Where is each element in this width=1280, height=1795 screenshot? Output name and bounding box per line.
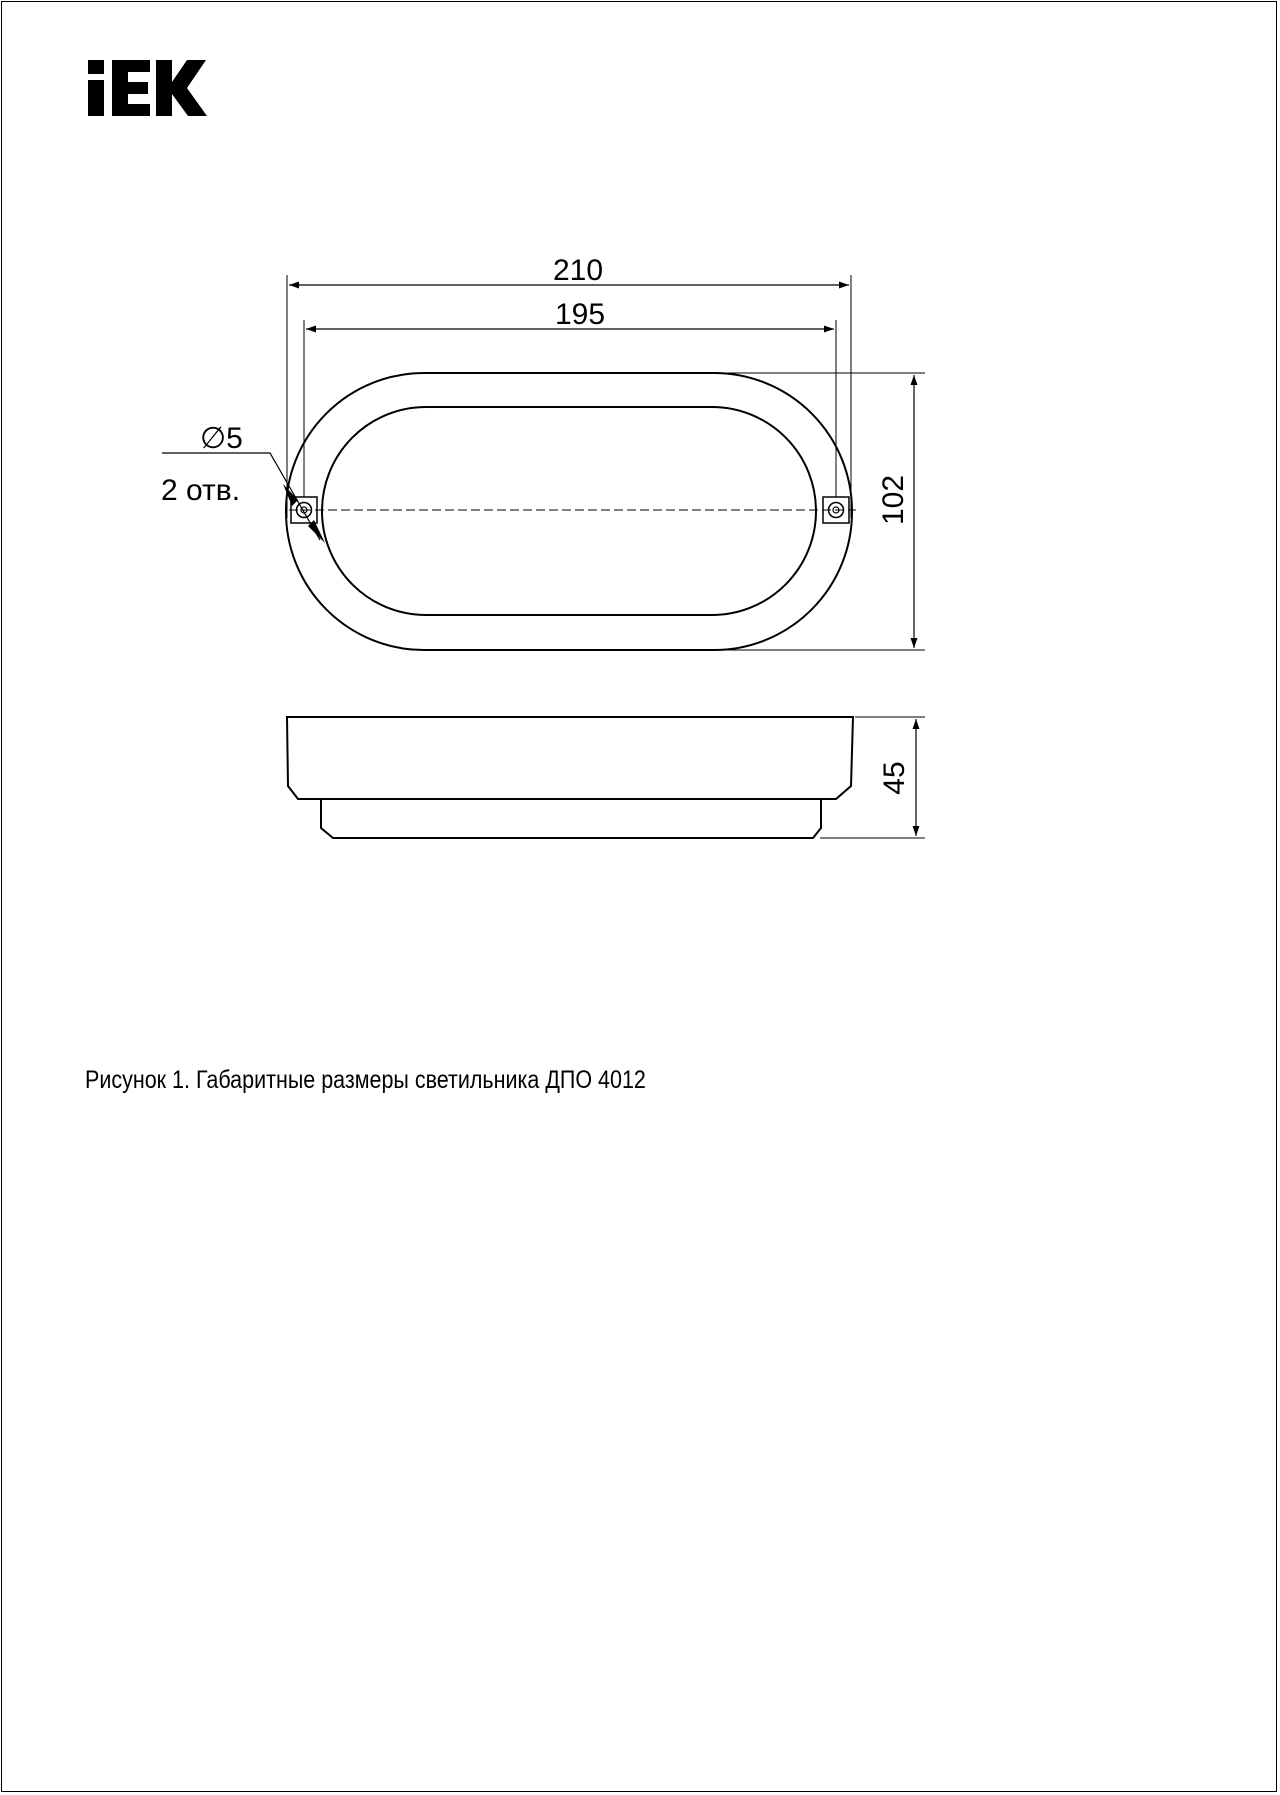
- body-outer-outline: [286, 373, 852, 650]
- hole-diameter-text: ∅5: [200, 422, 243, 455]
- dimension-lines: [162, 275, 925, 838]
- iek-logo: [0, 0, 207, 116]
- dim-210-text: 210: [552, 254, 604, 287]
- side-base-outline: [321, 799, 821, 838]
- dim-195-text: 195: [554, 298, 606, 331]
- hole-count-text: 2 отв.: [161, 474, 241, 507]
- dim-45-text: 45: [878, 761, 911, 795]
- dim-102-text: 102: [877, 474, 910, 526]
- diffuser-inner-outline: [322, 407, 816, 615]
- top-view: [286, 373, 856, 650]
- svg-text:IEK: IEK: [0, 0, 2, 1]
- side-body-outline: [287, 717, 853, 799]
- side-view: [287, 717, 853, 838]
- figure-caption: Рисунок 1. Габаритные размеры светильника ДПО 4012: [85, 1066, 646, 1094]
